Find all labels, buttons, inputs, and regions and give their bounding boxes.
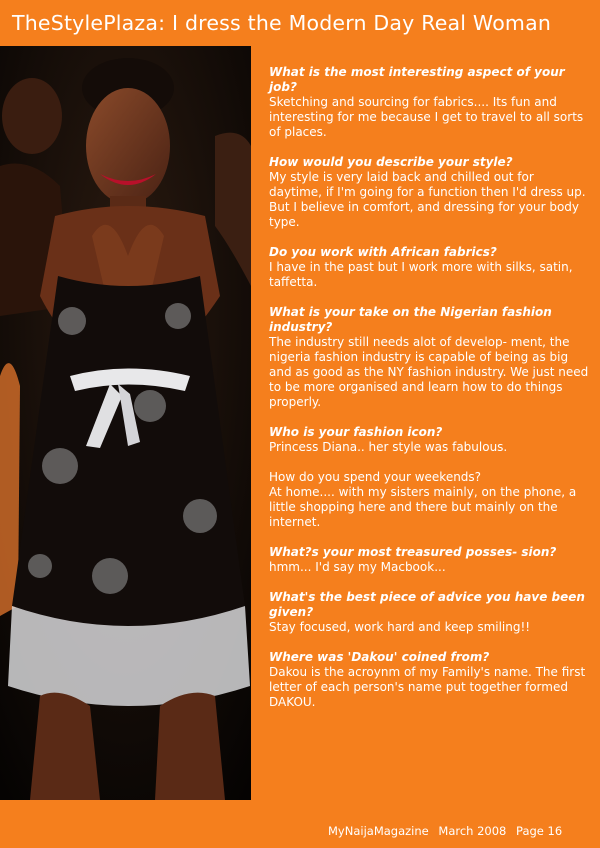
portrait-photo-icon [0,46,251,800]
answer: My style is very laid back and chilled out for daytime, if I'm going for a function then I'd dress up. But I believe in comfort, and dressing for your body type. [269,170,586,229]
qa-item [269,155,589,230]
question: What is your take on the Nigerian fashion industry? [269,305,552,334]
qa-item [269,65,589,140]
qa-item [269,245,589,290]
question: What's the best piece of advice you have been given? [269,590,585,619]
question: Where was 'Dakou' coined from? [269,650,490,664]
question: What?s your most treasured posses- sion? [269,545,557,559]
answer: At home.... with my sisters mainly, on the phone, a little shopping here and there but mainly on the internet. [269,485,577,529]
answer: Dakou is the acroynm of my Family's name. The first letter of each person's name put together formed DAKOU. [269,665,586,709]
answer: hmm... I'd say my Macbook... [269,560,446,574]
portrait-photo [0,46,251,800]
qa-item [269,545,589,575]
answer: Stay focused, work hard and keep smiling!! [269,620,531,634]
qa-item [269,305,589,410]
qa-item [269,590,589,635]
answer: I have in the past but I work more with silks, satin, taffetta. [269,260,573,289]
question: What is the most interesting aspect of your job? [269,65,565,94]
answer: Princess Diana.. her style was fabulous. [269,440,508,454]
qa-item [269,425,589,455]
page-title: TheStylePlaza: I dress the Modern Day Real Woman [12,11,552,35]
question: Do you work with African fabrics? [269,245,497,259]
qa-item [269,470,589,530]
question: Who is your fashion icon? [269,425,443,439]
question: How do you spend your weekends? [269,470,482,484]
magazine-name: MyNaijaMagazine [328,824,429,838]
question: How would you describe your style? [269,155,513,169]
qa-item [269,650,589,710]
page-footer [328,824,598,838]
answer: Sketching and sourcing for fabrics.... Its fun and interesting for me because I get to travel to all sorts of places. [269,95,584,139]
issue-date: March 2008 [438,824,507,838]
page-number: Page 16 [516,824,563,838]
answer: The industry still needs alot of develop- ment, the nigeria fashion industry is capable of being as big and as good as the NY fashion industry. We just need to be more organised and learn how to do things properly. [269,335,589,409]
interview-column [269,65,589,725]
